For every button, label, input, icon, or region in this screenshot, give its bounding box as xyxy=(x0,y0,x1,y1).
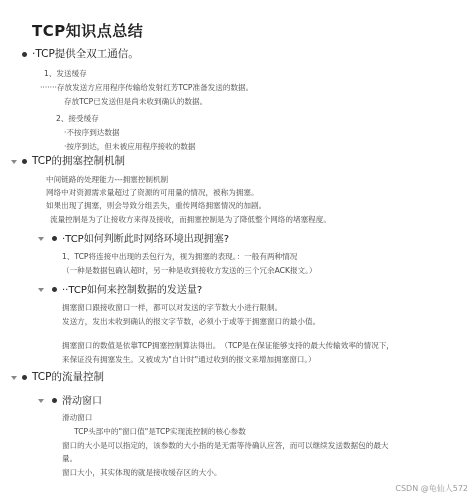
bullet-icon xyxy=(52,398,57,403)
text-line: 中间链路的处理能力---拥塞控制机制 xyxy=(46,175,169,184)
text-line: ·不按序到达数据 xyxy=(64,128,120,137)
text-line: 来保证没有拥塞发生。又被成为"自计时"通过收到的报文来增加拥塞窗口。） xyxy=(62,355,316,364)
text-line: 网络中对资源需求量超过了资源的可用量的情况，被称为拥塞。 xyxy=(46,188,259,197)
subsection-heading-sliding-window: 滑动窗口 xyxy=(62,396,102,407)
text-line: 量。 xyxy=(62,454,78,463)
text-line: 发送方，发出未收到确认的报文字节数，必须小于或等于拥塞窗口的最小值。 xyxy=(62,317,321,326)
collapse-triangle-icon[interactable] xyxy=(38,237,44,241)
text-line: （一种是数据包确认超时，另一种是收到接收方发送的三个冗余ACK报文。） xyxy=(62,266,317,275)
text-line: 1、发送缓存 xyxy=(44,69,87,78)
text-line: ·按序到达，但未被应用程序接收的数据 xyxy=(64,142,196,151)
text-line: 拥塞窗口跟接收窗口一样，都可以对发送的字节数大小进行限制。 xyxy=(62,303,283,312)
text-line: 拥塞窗口的数值是依靠TCP拥塞控制算法得出。 （TCP是在保证能够支持的最大传输效率的情况下， xyxy=(62,341,394,350)
text-line: 存放TCP已发送但是尚未收到确认的数据。 xyxy=(64,97,208,106)
csdn-watermark: CSDN @龟仙人572 xyxy=(395,484,468,493)
collapse-triangle-icon[interactable] xyxy=(38,288,44,292)
text-line: 2、接受缓存 xyxy=(56,114,99,123)
bullet-icon xyxy=(52,287,57,292)
text-line: 如果出现了拥塞，则会导致分组丢失，重传网络拥塞情况的加剧。 xyxy=(46,201,267,210)
section-heading-flow-control: TCP的流量控制 xyxy=(32,371,104,383)
text-line: 滑动窗口 xyxy=(62,413,93,422)
section-heading-congestion: TCP的拥塞控制机制 xyxy=(32,155,125,167)
collapse-triangle-icon[interactable] xyxy=(11,160,17,164)
bullet-icon xyxy=(22,375,27,380)
collapse-triangle-icon[interactable] xyxy=(38,399,44,403)
section-heading-full-duplex: ·TCP提供全双工通信。 xyxy=(32,48,139,60)
bullet-icon xyxy=(52,236,57,241)
bullet-icon xyxy=(22,52,27,57)
text-line: 流量控制是为了让接收方来得及接收，而拥塞控制是为了降低整个网络的堵塞程度。 xyxy=(50,215,331,224)
subsection-heading-control-volume: ··TCP如何来控制数据的发送量? xyxy=(62,285,203,296)
collapse-triangle-icon[interactable] xyxy=(11,376,17,380)
text-line: ·······存放发送方应用程序传输给发射红芳TCP准备发送的数据。 xyxy=(40,83,254,92)
text-line: 窗口大小，其实体现的就是接收缓存区的大小。 xyxy=(62,468,222,477)
text-line: 1、TCP将连接中出现的丢包行为，视为拥塞的表现。：一般有两种情况 xyxy=(62,252,298,261)
bullet-icon xyxy=(22,159,27,164)
page-title: TCP知识点总结 xyxy=(32,22,144,40)
text-line: 窗口的大小是可以指定的，该参数的大小指的是无需等待确认应答，而可以继续发送数据包的最大 xyxy=(62,441,389,450)
text-line: TCP头部中的"窗口值"是TCP实现流控制的核心参数 xyxy=(74,427,246,436)
subsection-heading-detect-congestion: ·TCP如何判断此时网络环境出现拥塞? xyxy=(62,234,230,245)
